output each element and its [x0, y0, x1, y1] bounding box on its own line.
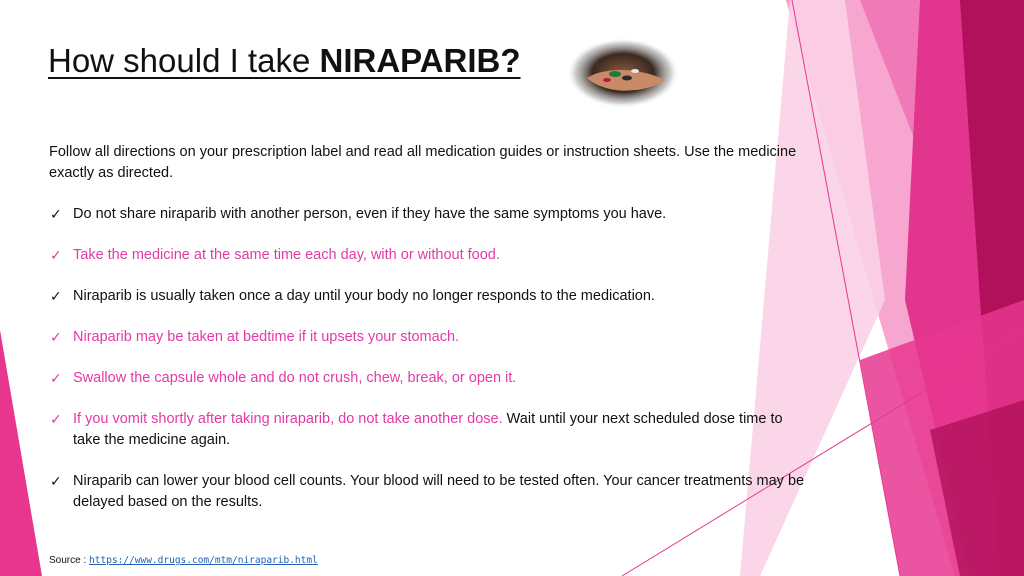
list-item: ✓ Do not share niraparib with another person, even if they have the same symptoms you have.: [49, 204, 809, 225]
checkmark-icon: ✓: [50, 247, 62, 263]
list-item: ✓ Niraparib is usually taken once a day until your body no longer responds to the medication.: [49, 286, 809, 307]
source-link[interactable]: https://www.drugs.com/mtm/niraparib.html: [89, 555, 318, 566]
intro-paragraph: Follow all directions on your prescription label and read all medication guides or instruction sheets. Use the medicine exactly as directed.: [49, 144, 797, 181]
checkmark-icon: ✓: [50, 411, 62, 427]
list-item: ✓ Niraparib can lower your blood cell counts. Your blood will need to be tested often. Your cancer treatments may be delayed based on the results.: [50, 473, 805, 510]
source-citation: Source : https://www.drugs.com/mtm/niraparib.html: [49, 555, 318, 566]
drug-name: NIRAPARIB?: [319, 42, 521, 79]
list-item: ✓ If you vomit shortly after taking niraparib, do not take another dose. Wait until your next scheduled dose time to take the medicine again.: [50, 411, 783, 448]
checkmark-icon: ✓: [50, 206, 62, 222]
list-item: ✓ Swallow the capsule whole and do not crush, chew, break, or open it.: [49, 368, 809, 389]
list-item: ✓ Niraparib may be taken at bedtime if it upsets your stomach.: [49, 327, 809, 348]
left-pink-wedge: [0, 330, 42, 576]
checkmark-icon: ✓: [50, 473, 62, 489]
hand-holding-pills-image: [567, 38, 679, 108]
list-item: ✓ Take the medicine at the same time each day, with or without food.: [49, 245, 809, 266]
checkmark-icon: ✓: [50, 329, 62, 345]
page-title: How should I take NIRAPARIB?: [48, 42, 521, 79]
checkmark-icon: ✓: [50, 370, 62, 386]
checkmark-icon: ✓: [50, 288, 62, 304]
instructions-body: [49, 142, 809, 513]
